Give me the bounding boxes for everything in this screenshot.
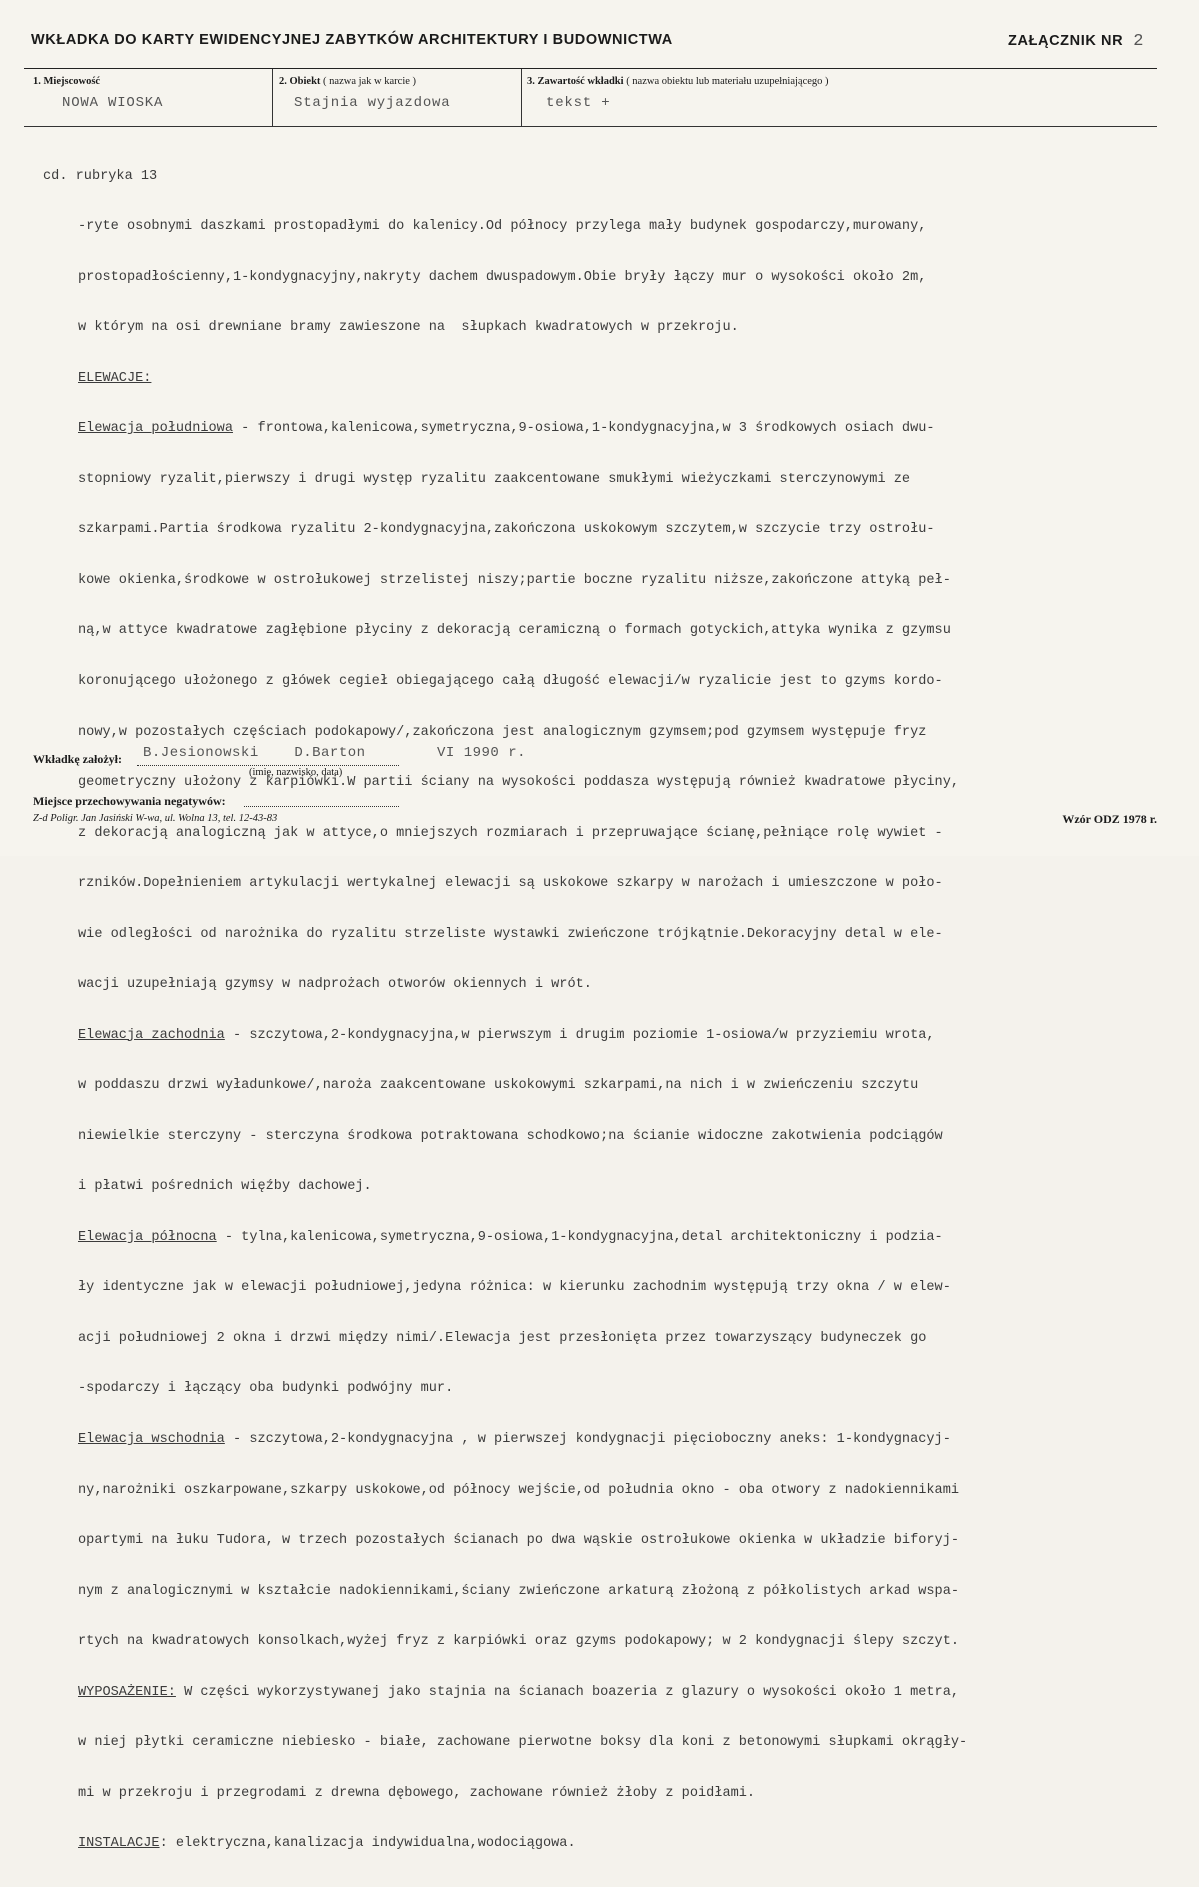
- text-line: ły identyczne jak w elewacji południowej,jedyna różnica: w kierunku zachodnim występują trzy okna / w elew-: [78, 1280, 951, 1296]
- text-line: Elewacja południowa - frontowa,kalenicowa,symetryczna,9-osiowa,1-kondygnacyjna,w 3 środkowych osiach dwu-: [78, 421, 935, 437]
- field-object-label: 2. Obiekt ( nazwa jak w karcie ): [279, 76, 417, 87]
- text-line: ny,narożniki oszkarpowane,szkarpy uskokowe,od północy wejście,od południa okno - oba otwory z nadokiennikami: [78, 1482, 960, 1498]
- annex-number: 2: [1133, 32, 1144, 51]
- field-locality-label: 1. Miejscowość: [33, 76, 101, 87]
- text-line: wacji uzupełniają gzymsy w nadprożach otworów okiennych i wrót.: [78, 977, 592, 993]
- text-line: geometryczny ułożony z karpiówki.W partii ściany na wysokości poddasza występują również kwadratowe płyciny,: [78, 775, 960, 791]
- text-line: rzników.Dopełnieniem artykulacji wertykalnej elewacji są uskokowe szkarpy w narożach i umieszczone w poło-: [78, 876, 943, 892]
- author-label: Wkładkę założył:: [33, 752, 122, 766]
- field-contents-label: 3. Zawartość wkładki ( nazwa obiektu lub materiału uzupełniającego ): [527, 76, 829, 87]
- author-date: VI 1990 r.: [437, 745, 527, 761]
- text-line: ną,w attyce kwadratowe zagłębione płyciny z dekoracją ceramiczną o formach gotyckich,attyka wynika z gzymsu: [78, 623, 951, 639]
- printer-imprint: Z-d Poligr. Jan Jasiński W-wa, ul. Wolna 13, tel. 12-43-83: [33, 813, 278, 824]
- typed-text-body: [43, 135, 1153, 1887]
- text-line: INSTALACJE: elektryczna,kanalizacja indywidualna,wodociągowa.: [78, 1836, 576, 1852]
- form-title: WKŁADKA DO KARTY EWIDENCYJNEJ ZABYTKÓW ARCHITEKTURY I BUDOWNICTWA: [31, 32, 673, 48]
- text-line: nowy,w pozostałych częściach podokapowy/,zakończona jest analogicznym gzymsem;pod gzymsem występuje fryz: [78, 724, 927, 740]
- text-line: w którym na osi drewniane bramy zawieszone na słupkach kwadratowych w przekroju.: [78, 320, 739, 336]
- annex-block: [1008, 32, 1144, 51]
- annex-label: ZAŁĄCZNIK NR: [1008, 33, 1124, 49]
- text-line: Elewacja zachodnia - szczytowa,2-kondygnacyjna,w pierwszym i drugim poziomie 1-osiowa/w przyziemiu wrota,: [78, 1027, 935, 1043]
- text-line: -spodarczy i łączący oba budynki podwójny mur.: [78, 1381, 454, 1397]
- author-caption: (imię, nazwisko, data): [249, 767, 343, 778]
- fields-rule: [24, 126, 1157, 127]
- continuation-heading: cd. rubryka 13: [43, 168, 158, 184]
- subheading-west: Elewacja zachodnia: [78, 1027, 225, 1043]
- subheading-south: Elewacja południowa: [78, 421, 233, 437]
- text-line: koronującego ułożonego z główek cegieł obiegającego całą długość elewacji/w ryzalicie jest to gzyms kordo-: [78, 674, 943, 689]
- author-dotted-line: [137, 765, 399, 766]
- text-line: rtych na kwadratowych konsolkach,wyżej fryz z karpiówki oraz gzyms podokapowy; w 2 kondygnacji ślepy szczyt.: [78, 1634, 960, 1650]
- field-locality-value: NOWA WIOSKA: [62, 95, 164, 111]
- text-line: acji południowej 2 okna i drzwi między nimi/.Elewacja jest przesłonięta przez towarzyszący budyneczek go: [78, 1330, 927, 1346]
- text-line: wie odległości od narożnika do ryzalitu strzeliste wystawki zwieńczone trójkątnie.Dekoracyjny detal w ele-: [78, 926, 943, 942]
- form-model: Wzór ODZ 1978 r.: [1062, 812, 1157, 826]
- text-line: Elewacja wschodnia - szczytowa,2-kondygnacyjna , w pierwszej kondygnacji pięcioboczny aneks: 1-kondygnacyj-: [78, 1431, 951, 1447]
- subheading-north: Elewacja północna: [78, 1229, 217, 1245]
- text-line: mi w przekroju i przegrodami z drewna dębowego, zachowane również żłoby z poidłami.: [78, 1785, 756, 1801]
- subheading-installations: INSTALACJE: [78, 1836, 160, 1852]
- text-line: -ryte osobnymi daszkami prostopadłymi do kalenicy.Od północy przylega mały budynek gospodarczy,murowany,: [78, 219, 927, 235]
- text-line: z dekoracją analogiczną jak w attyce,o mniejszych rozmiarach i przepruwające ścianę,pełniące rolę wywiet -: [78, 825, 943, 841]
- field-contents-value: tekst +: [546, 95, 611, 111]
- subheading-east: Elewacja wschodnia: [78, 1431, 225, 1447]
- text-line: WYPOSAŻENIE: W części wykorzystywanej jako stajnia na ścianach boazeria z glazury o wysokości około 1 metra,: [78, 1684, 960, 1700]
- text-line: kowe okienka,środkowe w ostrołukowej strzelistej niszy;partie boczne ryzalitu niższe,zakończone attyką peł-: [78, 572, 951, 588]
- text-line: w niej płytki ceramiczne niebiesko - białe, zachowane pierwotne boksy dla koni z betonowymi słupkami okrągły-: [78, 1735, 968, 1751]
- text-line: niewielkie sterczyny - sterczyna środkowa potraktowana schodkowo;na ścianie widoczne zakotwienia podciągów: [78, 1128, 943, 1144]
- text-line: i płatwi pośrednich więźby dachowej.: [78, 1179, 372, 1195]
- negatives-label: Miejsce przechowywania negatywów:: [33, 794, 226, 808]
- field-divider-2: [521, 69, 522, 126]
- section-heading-elevations: ELEWACJE:: [78, 370, 152, 386]
- subheading-equipment: WYPOSAŻENIE:: [78, 1684, 176, 1700]
- text-line: opartymi na łuku Tudora, w trzech pozostałych ścianach po dwa wąskie ostrołukowe okienka w układzie biforyj-: [78, 1533, 960, 1549]
- text-line: prostopadłościenny,1-kondygnacyjny,nakryty dachem dwuspadowym.Obie bryły łączy mur o wysokości około 2m,: [78, 269, 927, 285]
- text-line: szkarpami.Partia środkowa ryzalitu 2-kondygnacyjna,zakończona uskokowym szczytem,w szczycie trzy ostrołu-: [78, 522, 935, 538]
- negatives-dotted-line: [244, 806, 399, 807]
- text-line: nym z analogicznymi w kształcie nadokiennikami,ściany zwieńczone arkaturą złożoną z półkolistych arkad wspa-: [78, 1583, 960, 1599]
- text-line: stopniowy ryzalit,pierwszy i drugi występ ryzalitu zaakcentowane smukłymi wieżyczkami sterczynowymi ze: [78, 471, 911, 487]
- text-line: w poddaszu drzwi wyładunkowe/,naroża zaakcentowane uskokowymi szkarpami,na nich i w zwieńczeniu szczytu: [78, 1078, 919, 1094]
- field-divider-1: [272, 69, 273, 126]
- header-rule: [24, 68, 1157, 69]
- field-object-value: Stajnia wyjazdowa: [294, 95, 451, 111]
- author-names: B.Jesionowski D.Barton: [143, 745, 366, 761]
- text-line: Elewacja północna - tylna,kalenicowa,symetryczna,9-osiowa,1-kondygnacyjna,detal architektoniczny i podzia-: [78, 1229, 943, 1245]
